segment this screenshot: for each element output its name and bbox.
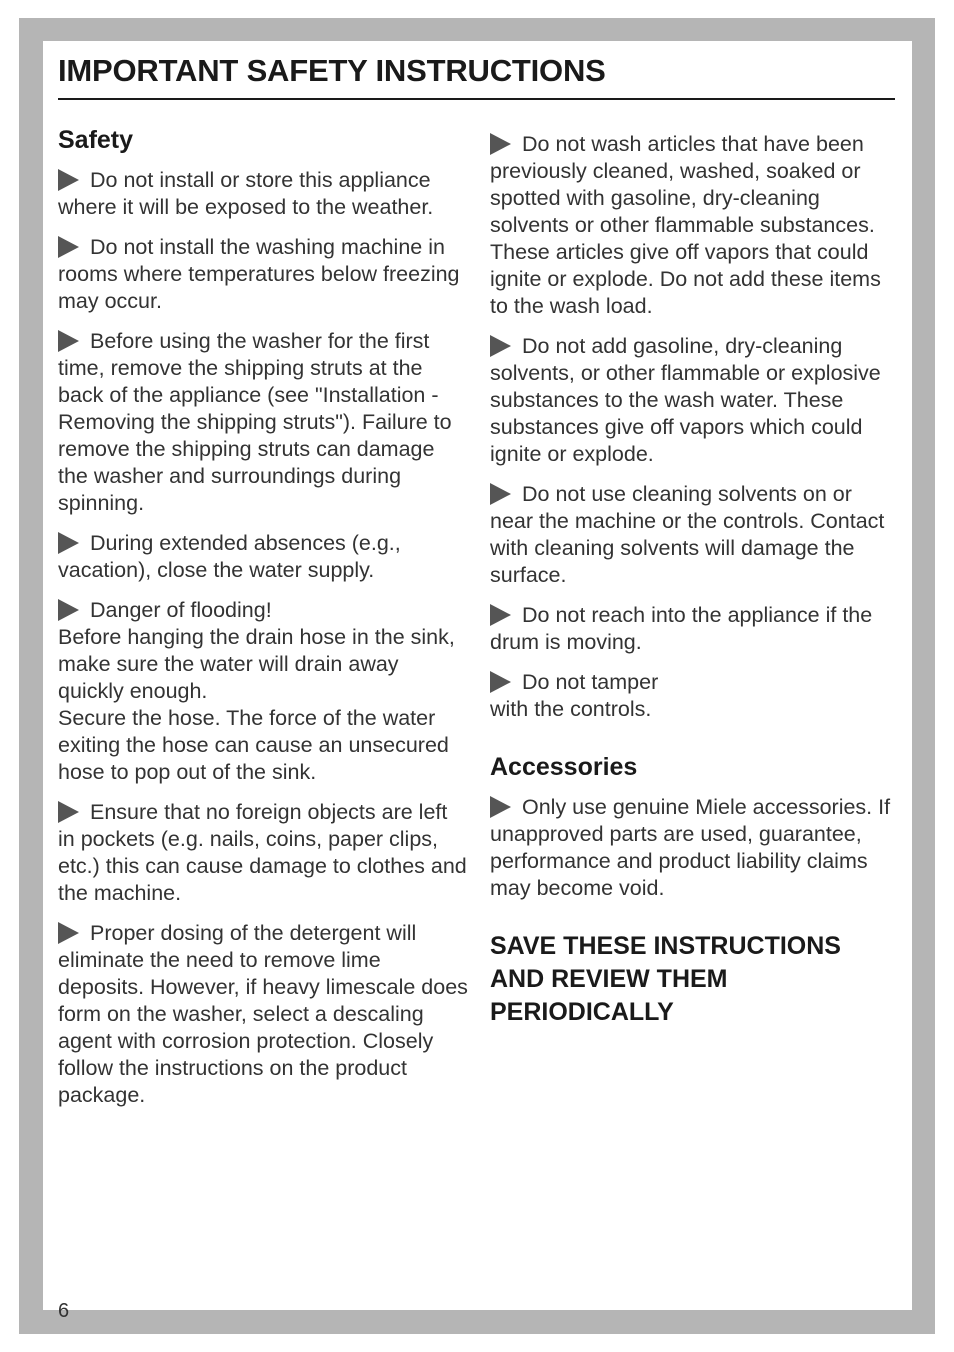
right-column: [490, 124, 895, 1029]
title-divider: [58, 98, 895, 100]
instruction-text: Do not add gasoline, dry-cleaning solvents, or other flammable or explosive substances to the wash water. These substances give off vapors which could ignite or explode.: [490, 334, 881, 466]
instruction-item: [490, 602, 895, 656]
instruction-text: Do not install the washing machine in rooms where temperatures below freezing may occur.: [58, 235, 460, 313]
instruction-item: [58, 920, 468, 1109]
triangle-bullet-icon: [58, 236, 79, 258]
instruction-text: Proper dosing of the detergent will eliminate the need to remove lime deposits. However, if heavy limescale does form on the washer, select a descaling agent with corrosion protection. Closely follow the instructions on the product package.: [58, 921, 468, 1107]
instruction-item: [58, 167, 468, 221]
triangle-bullet-icon: [490, 335, 511, 357]
instruction-text: Secure the hose. The force of the water exiting the hose can cause an unsecured hose to pop out of the sink.: [58, 706, 449, 784]
accessories-heading: Accessories: [490, 753, 638, 781]
instruction-text: Before using the washer for the first time, remove the shipping struts at the back of the appliance (see "Installation - Removing the shipping struts"). Failure to remove the shipping struts can damage the washer and surroundings during spinning.: [58, 329, 452, 515]
triangle-bullet-icon: [490, 604, 511, 626]
triangle-bullet-icon: [490, 483, 511, 505]
instruction-text: Do not install or store this appliance where it will be exposed to the weather.: [58, 168, 434, 219]
triangle-bullet-icon: [58, 801, 79, 823]
instruction-text: Do not reach into the appliance if the drum is moving.: [490, 603, 873, 654]
accessories-list: [490, 794, 895, 902]
instruction-text: Do not tamper: [522, 670, 659, 694]
instruction-text: with the controls.: [490, 697, 652, 721]
page-title: IMPORTANT SAFETY INSTRUCTIONS: [58, 53, 606, 88]
triangle-bullet-icon: [58, 169, 79, 191]
triangle-bullet-icon: [490, 671, 511, 693]
left-column: [58, 124, 468, 1122]
instruction-text: Do not use cleaning solvents on or near the machine or the controls. Contact with cleaning solvents will damage the surface.: [490, 482, 885, 587]
page-number: 6: [58, 1300, 70, 1322]
triangle-bullet-icon: [490, 796, 511, 818]
save-instructions-heading: SAVE THESE INSTRUCTIONS AND REVIEW THEM PERIODICALLY: [490, 932, 841, 1026]
triangle-bullet-icon: [58, 330, 79, 352]
instruction-item: [58, 234, 468, 315]
instruction-item: [58, 328, 468, 517]
instruction-item: [490, 481, 895, 589]
instruction-text: Before hanging the drain hose in the sink, make sure the water will drain away quickly enough.: [58, 625, 455, 703]
instruction-item: [490, 333, 895, 468]
safety-list-continued: [490, 131, 895, 723]
triangle-bullet-icon: [58, 532, 79, 554]
instruction-text: Danger of flooding!: [90, 598, 272, 622]
instruction-text: During extended absences (e.g., vacation), close the water supply.: [58, 531, 401, 582]
instruction-item: [58, 799, 468, 907]
instruction-item: [490, 131, 895, 320]
instruction-text: Only use genuine Miele accessories. If unapproved parts are used, guarantee, performance and product liability claims may become void.: [490, 795, 891, 900]
instruction-text: Do not wash articles that have been previously cleaned, washed, soaked or spotted with gasoline, dry-cleaning solvents or other flammable substances. These articles give off vapors that could ignite or explode. Do not add these items to the wash load.: [490, 132, 881, 318]
safety-list: [58, 167, 468, 1109]
instruction-text: Ensure that no foreign objects are left in pockets (e.g. nails, coins, paper clips, etc.) this can cause damage to clothes and the machine.: [58, 800, 467, 905]
instruction-item: [490, 794, 895, 902]
safety-heading: Safety: [58, 126, 134, 154]
triangle-bullet-icon: [58, 599, 79, 621]
instruction-item: [490, 669, 895, 723]
triangle-bullet-icon: [58, 922, 79, 944]
triangle-bullet-icon: [490, 133, 511, 155]
instruction-item: [58, 530, 468, 584]
instruction-item: [58, 597, 468, 786]
